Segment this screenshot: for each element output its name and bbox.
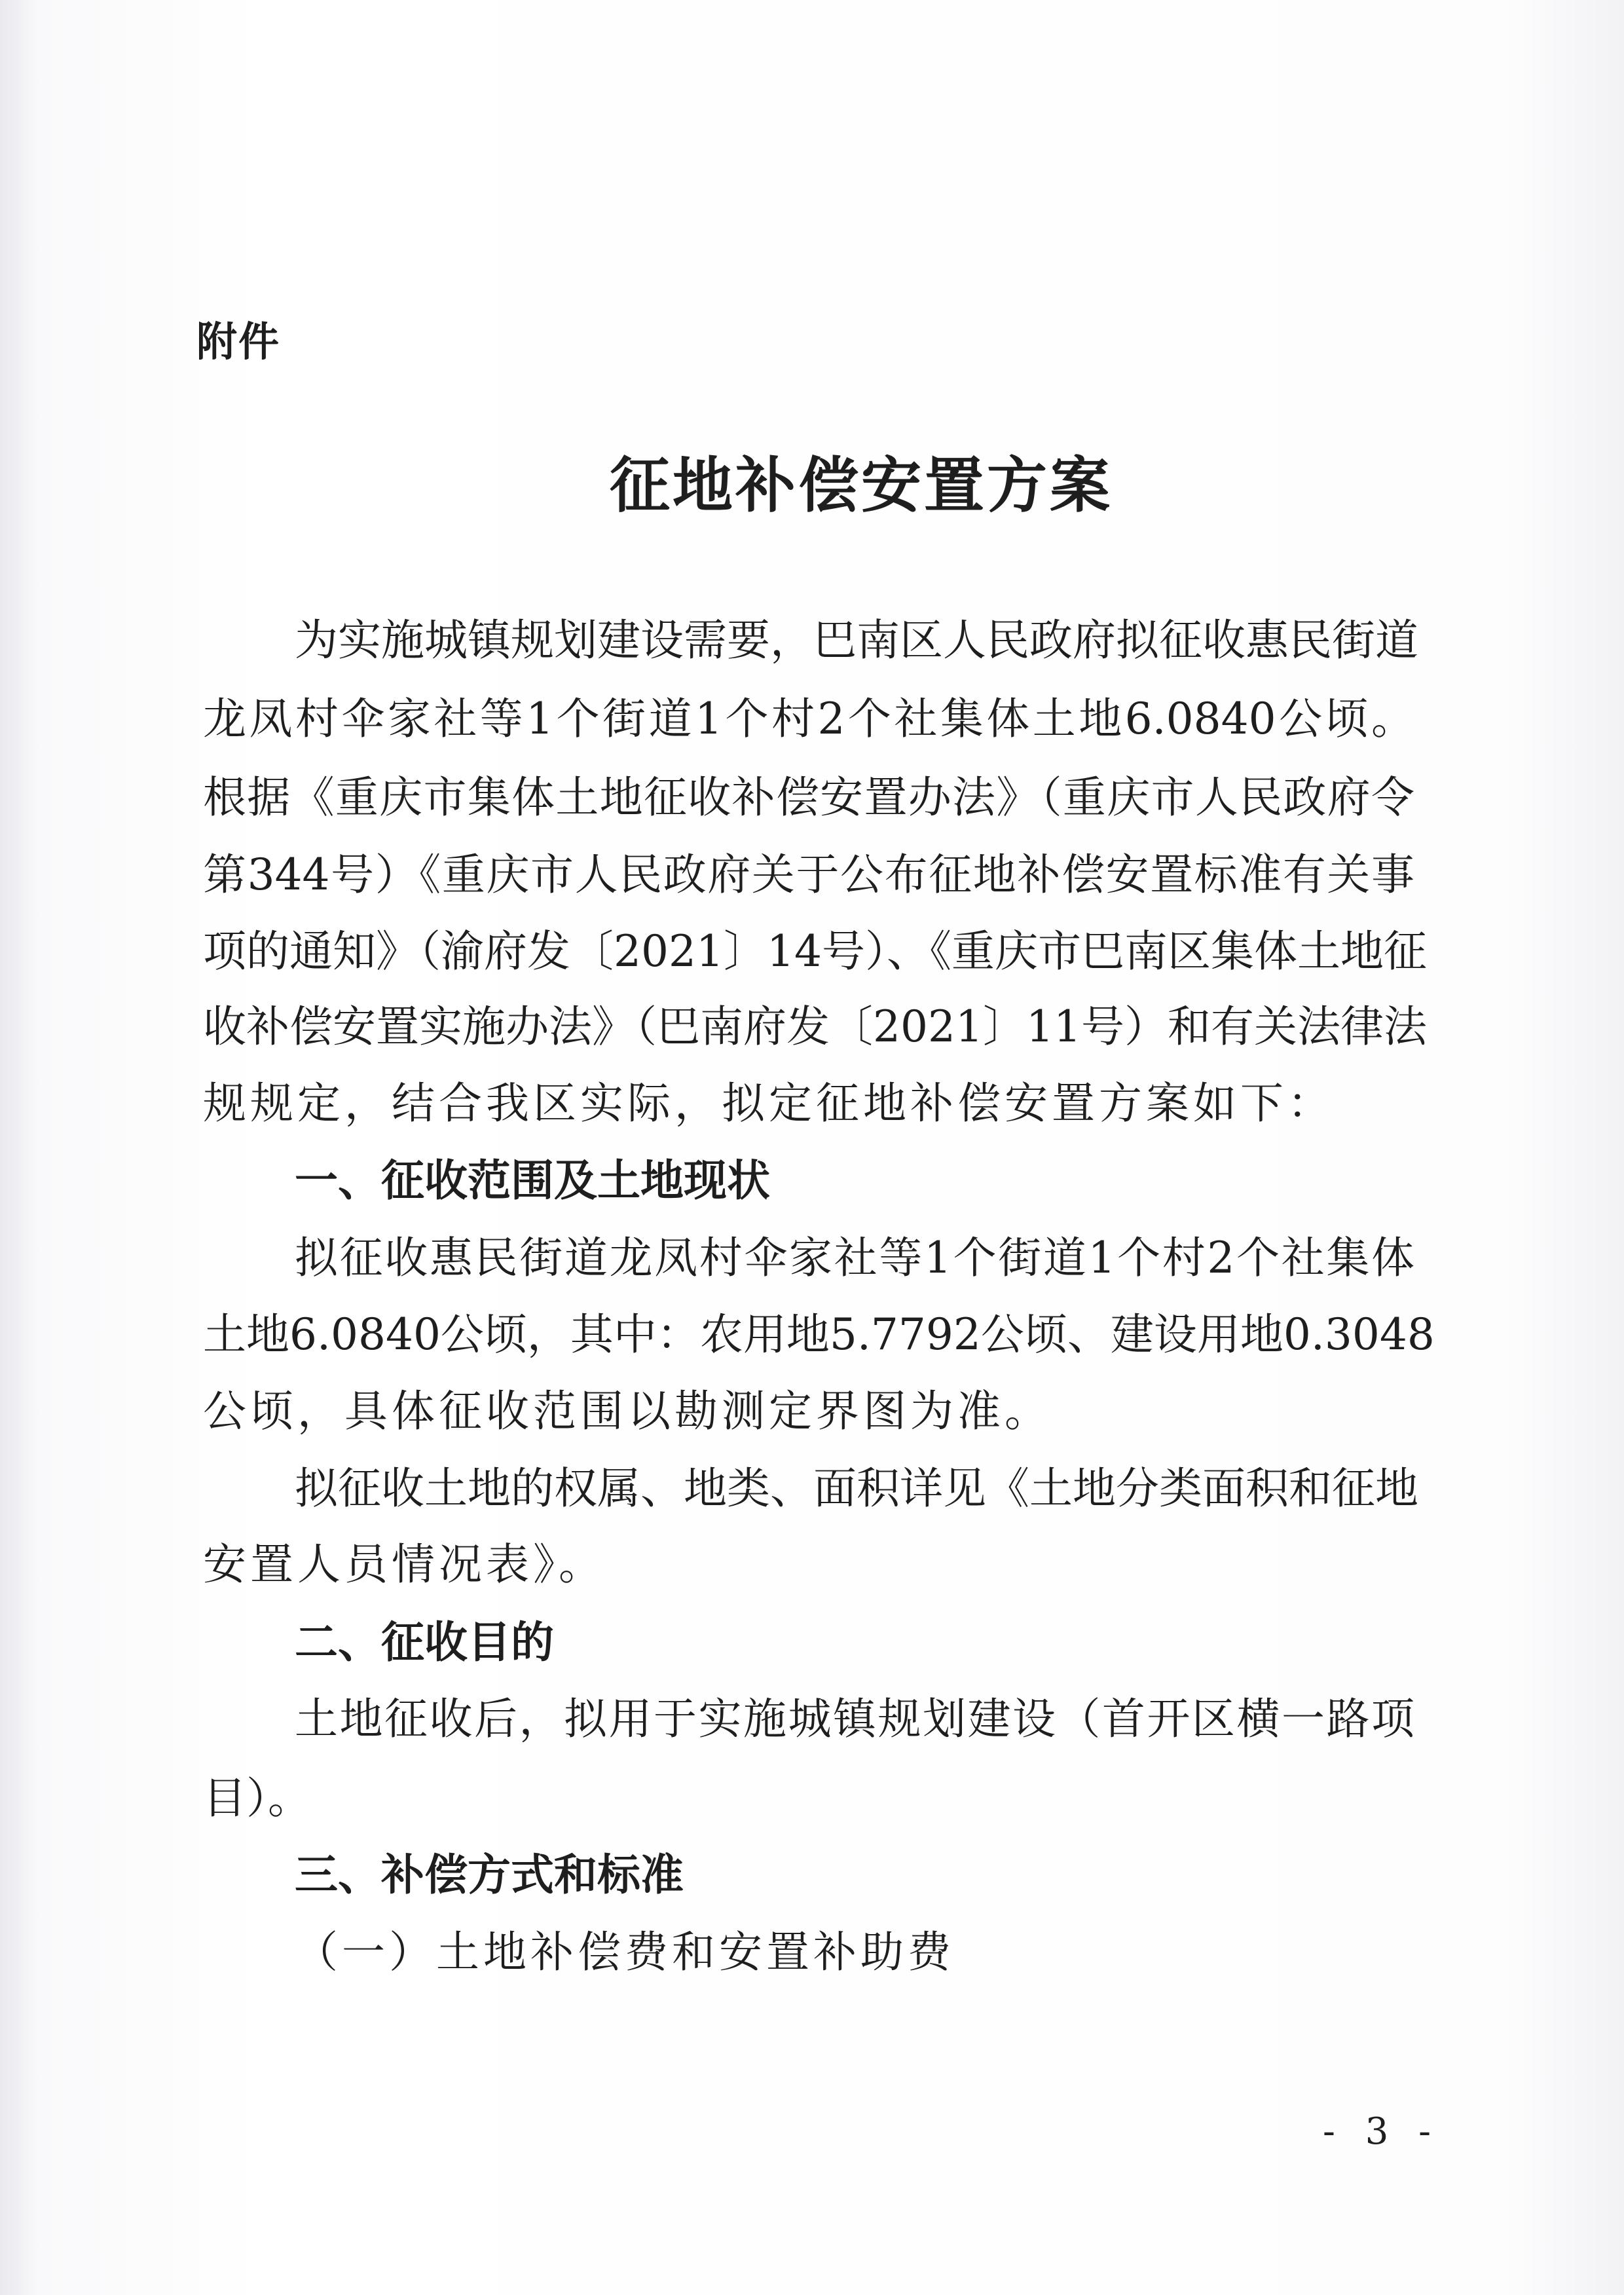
body-line: 收补偿安置实施办法》（巴南府发〔2021〕11号）和有关法律法	[203, 1001, 1427, 1052]
subsection-heading: （一）土地补偿费和安置补助费	[295, 1927, 955, 1977]
section-heading: 三、补偿方式和标准	[295, 1850, 684, 1900]
body-line: 龙凤村伞家社等1个街道1个村2个社集体土地6.0840公顷。	[203, 694, 1414, 744]
attachment-label: 附件	[196, 318, 281, 365]
body-line: 公顷，具体征收范围以勘测定界图为准。	[203, 1386, 1052, 1436]
body-line: 第344号）《重庆市人民政府关于公布征地补偿安置标准有关事	[203, 849, 1414, 900]
body-line: 土地6.0840公顷，其中：农用地5.7792公顷、建设用地0.3048	[203, 1309, 1435, 1360]
body-line: 根据《重庆市集体土地征收补偿安置办法》（重庆市人民政府令	[203, 772, 1414, 823]
body-line: 目）。	[203, 1773, 311, 1823]
section-heading: 二、征收目的	[295, 1617, 554, 1668]
document-title: 征地补偿安置方案	[609, 450, 1113, 521]
body-line: 拟征收土地的权属、地类、面积详见《土地分类面积和征地	[295, 1463, 1418, 1514]
body-line: 规规定，结合我区实际，拟定征地补偿安置方案如下：	[203, 1078, 1335, 1129]
page-number: - 3 -	[1323, 2110, 1441, 2153]
body-line: 土地征收后，拟用于实施城镇规划建设（首开区横一路项	[295, 1694, 1414, 1744]
section-heading: 一、征收范围及土地现状	[295, 1155, 770, 1206]
body-line: 为实施城镇规划建设需要，巴南区人民政府拟征收惠民街道	[295, 615, 1418, 665]
body-line: 安置人员情况表》。	[203, 1539, 606, 1590]
body-line: 拟征收惠民街道龙凤村伞家社等1个街道1个村2个社集体	[295, 1233, 1414, 1283]
body-line: 项的通知》（渝府发〔2021〕14号）、《重庆市巴南区集体土地征	[203, 926, 1427, 977]
